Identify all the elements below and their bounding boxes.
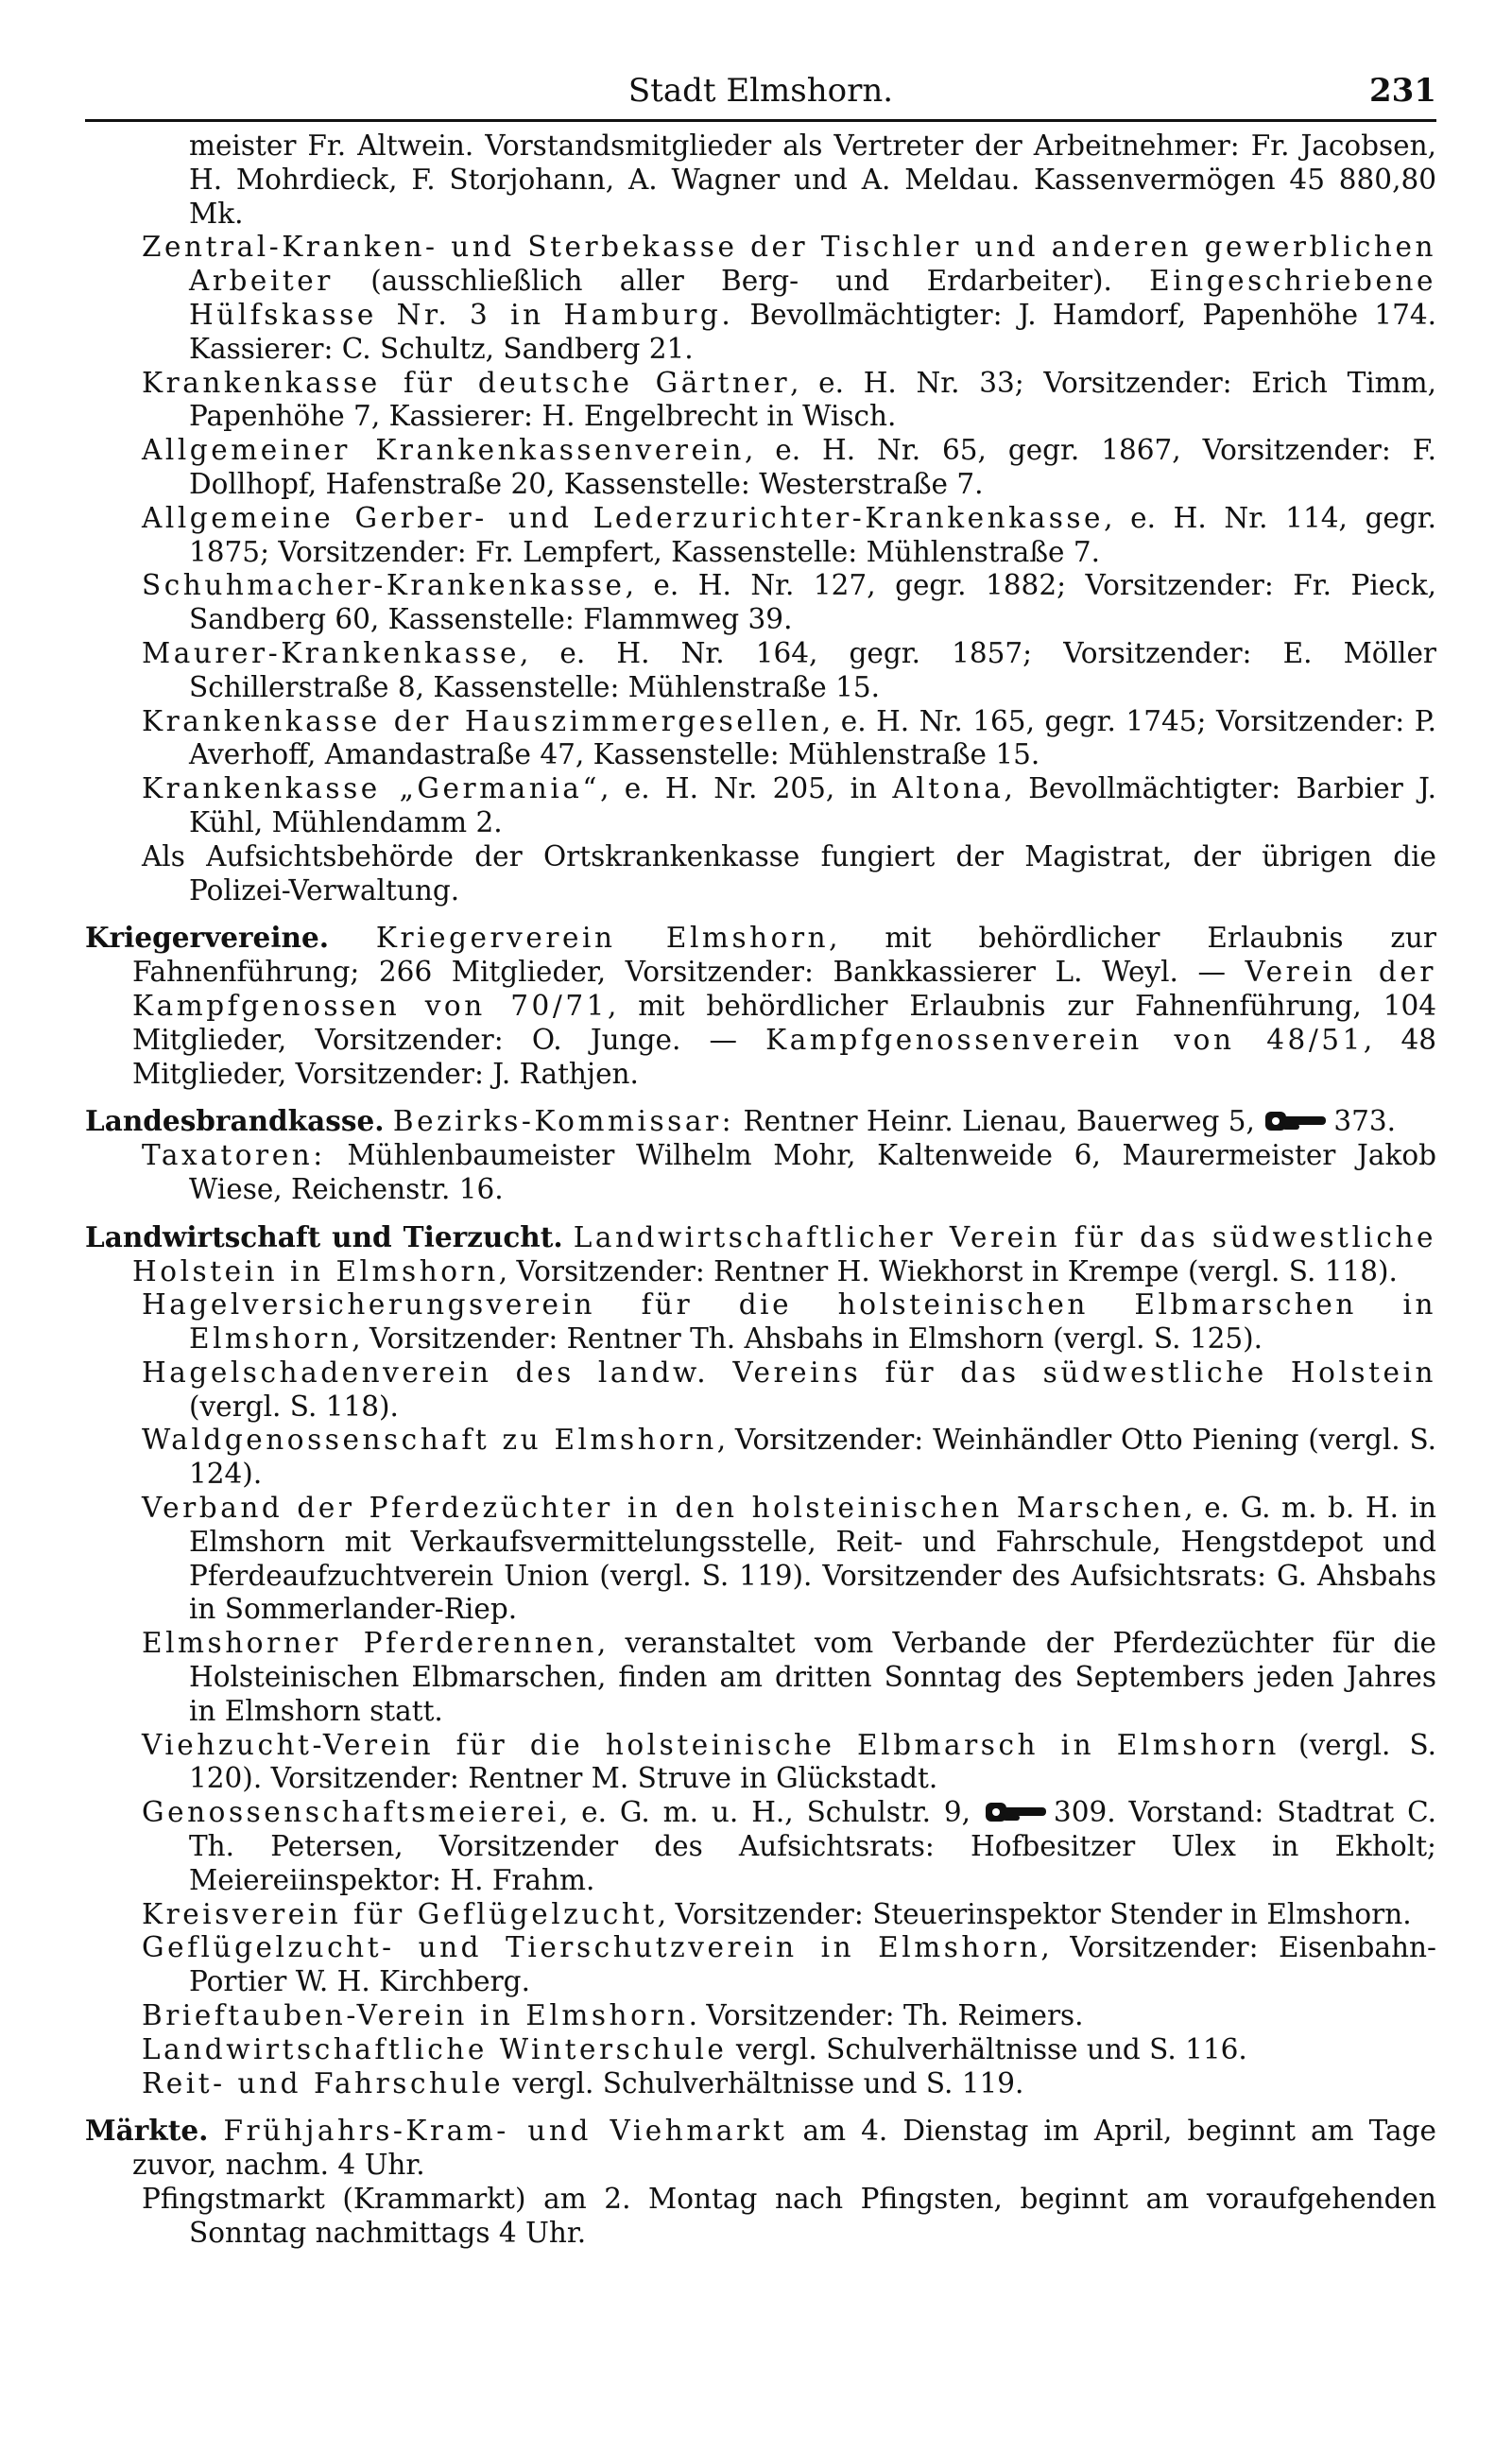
continued-paragraph: meister Fr. Altwein. Vorstandsmitglieder als Vertreter der Arbeitnehmer: Fr. Jacobsen, H. Mohrdieck, F. Storjohann, A. Wagner und A. Meldau. Kassenvermögen 45 880,80 Mk.	[189, 130, 1436, 230]
pointing-hand-telephone-icon	[1263, 1108, 1333, 1134]
list-item: Zentral-Kranken- und Sterbekasse der Tischler und anderen gewerblichen Arbeiter (ausschließlich aller Berg- und Erdarbeiter). Eingeschriebene Hülfskasse Nr. 3 in Hamburg. Bevollmächtigter: J. Hamdorf, Papenhöhe 174. Kassierer: C. Schultz, Sandberg 21.	[142, 231, 1436, 365]
section-landesbrandkasse: Landesbrandkasse. Bezirks-Kommissar: Rentner Heinr. Lienau, Bauerweg 5, 373.	[85, 1104, 1396, 1138]
list-item: Allgemeine Gerber- und Lederzurichter-Krankenkasse, e. H. Nr. 114, gegr. 1875; Vorsitzender: Fr. Lempfert, Kassenstelle: Mühlenstraße 7.	[142, 501, 1437, 568]
list-item: Taxatoren: Mühlenbaumeister Wilhelm Mohr, Kaltenweide 6, Maurermeister Jakob Wiese, Reichenstr. 16.	[142, 1139, 1436, 1205]
krankenkassen-list	[85, 231, 1436, 907]
page-number: 231	[1369, 72, 1436, 110]
section-landwirtschaft: Landwirtschaft und Tierzucht. Landwirtschaftlicher Verein für das südwestliche Holstein in Elmshorn, Vorsitzender: Rentner H. Wiekhorst in Krempe (vergl. S. 118).	[85, 1219, 1436, 1287]
list-item: Elmshorner Pferderennen, veranstaltet vom Verbande der Pferdezüchter für die Holsteinischen Elbmarschen, finden am dritten Sonntag des Septembers jeden Jahres in Elmshorn statt.	[142, 1627, 1436, 1727]
section-heading: Landesbrandkasse.	[85, 1104, 385, 1138]
section-heading: Märkte.	[85, 2114, 209, 2148]
running-title: Stadt Elmshorn.	[627, 72, 894, 110]
section-heading: Kriegervereine.	[85, 921, 330, 955]
section-kriegervereine: Kriegervereine. Kriegerverein Elmshorn, mit behördlicher Erlaubnis zur Fahnenführung; 266 Mitglieder, Vorsitzender: Bankkassierer L. Weyl. — Verein der Kampfgenossen von 70/71, mit behördlicher Erlaubnis zur Fahnenführung, 104 Mitglieder, Vorsitzender: O. Junge. — Kampfgenossenverein von 48/51, 48 Mitglieder, Vorsitzender: J. Rathjen.	[85, 921, 1437, 1090]
running-header	[85, 66, 1436, 122]
pointing-hand-telephone-icon	[984, 1799, 1054, 1825]
list-item: Brieftauben-Verein in Elmshorn. Vorsitzender: Th. Reimers.	[142, 1999, 1084, 2032]
section-heading: Landwirtschaft und Tierzucht.	[85, 1219, 563, 1253]
list-item: Schuhmacher-Krankenkasse, e. H. Nr. 127, gegr. 1882; Vorsitzender: Fr. Pieck, Sandberg 60, Kassenstelle: Flammweg 39.	[142, 569, 1436, 636]
list-item: Landwirtschaftliche Winterschule vergl. Schulverhältnisse und S. 116.	[142, 2032, 1247, 2065]
list-item: Reit- und Fahrschule vergl. Schulverhältnisse und S. 119.	[142, 2066, 1024, 2099]
list-item: Viehzucht-Verein für die holsteinische Elbmarsch in Elmshorn (vergl. S. 120). Vorsitzender: Rentner M. Struve in Glückstadt.	[142, 1728, 1436, 1795]
list-item: Geflügelzucht- und Tierschutzverein in Elmshorn, Vorsitzender: Eisenbahn-Portier W. H. Kirchberg.	[142, 1931, 1436, 1998]
list-item: Krankenkasse „Germania“, e. H. Nr. 205, in Altona, Bevollmächtigter: Barbier J. Kühl, Mühlendamm 2.	[142, 772, 1437, 838]
list-item: Kreisverein für Geflügelzucht, Vorsitzender: Steuerinspektor Stender in Elmshorn.	[142, 1897, 1412, 1930]
list-item: Genossenschaftsmeierei, e. G. m. u. H., Schulstr. 9, 309. Vorstand: Stadtrat C. Th. Petersen, Vorsitzender des Aufsichtsrats: Hofbesitzer Ulex in Ekholt; Meiereiinspektor: H. Frahm.	[142, 1796, 1436, 1896]
list-item: Krankenkasse für deutsche Gärtner, e. H. Nr. 33; Vorsitzender: Erich Timm, Papenhöhe 7, Kassierer: H. Engelbrecht in Wisch.	[142, 366, 1437, 433]
list-item: Hagelversicherungsverein für die holsteinischen Elbmarschen in Elmshorn, Vorsitzender: Rentner Th. Ahsbahs in Elmshorn (vergl. S. 125).	[142, 1288, 1436, 1356]
list-item: Maurer-Krankenkasse, e. H. Nr. 164, gegr. 1857; Vorsitzender: E. Möller Schillerstraße 8, Kassenstelle: Mühlenstraße 15.	[142, 636, 1436, 703]
section-maerkte: Märkte. Frühjahrs-Kram- und Viehmarkt am 4. Dienstag im April, beginnt am Tage zuvor, nachm. 4 Uhr.	[85, 2114, 1436, 2182]
list-item: Waldgenossenschaft zu Elmshorn, Vorsitzender: Weinhändler Otto Piening (vergl. S. 124).	[142, 1424, 1436, 1491]
list-item: Krankenkasse der Hauszimmergesellen, e. H. Nr. 165, gegr. 1745; Vorsitzender: P. Averhoff, Amandastraße 47, Kassenstelle: Mühlenstraße 15.	[142, 704, 1436, 771]
list-item: Hagelschadenverein des landw. Vereins für das südwestliche Holstein (vergl. S. 118).	[142, 1356, 1436, 1423]
list-item: Allgemeiner Krankenkassenverein, e. H. Nr. 65, gegr. 1867, Vorsitzender: F. Dollhopf, Hafenstraße 20, Kassenstelle: Westerstraße 7.	[142, 434, 1436, 500]
list-item: Pfingstmarkt (Krammarkt) am 2. Montag nach Pfingsten, beginnt am voraufgehenden Sonntag nachmittags 4 Uhr.	[142, 2183, 1436, 2249]
list-item: Als Aufsichtsbehörde der Ortskrankenkasse fungiert der Magistrat, der übrigen die Polizei-Verwaltung.	[142, 839, 1436, 907]
list-item: Verband der Pferdezüchter in den holsteinischen Marschen, e. G. m. b. H. in Elmshorn mit Verkaufsvermittelungsstelle, Reit- und Fahrschule, Hengstdepot und Pferdeaufzuchtverein Union (vergl. S. 119). Vorsitzender des Aufsichtsrats: G. Ahsbahs in Sommerlander-Riep.	[142, 1492, 1437, 1626]
document-body	[85, 130, 1436, 2251]
